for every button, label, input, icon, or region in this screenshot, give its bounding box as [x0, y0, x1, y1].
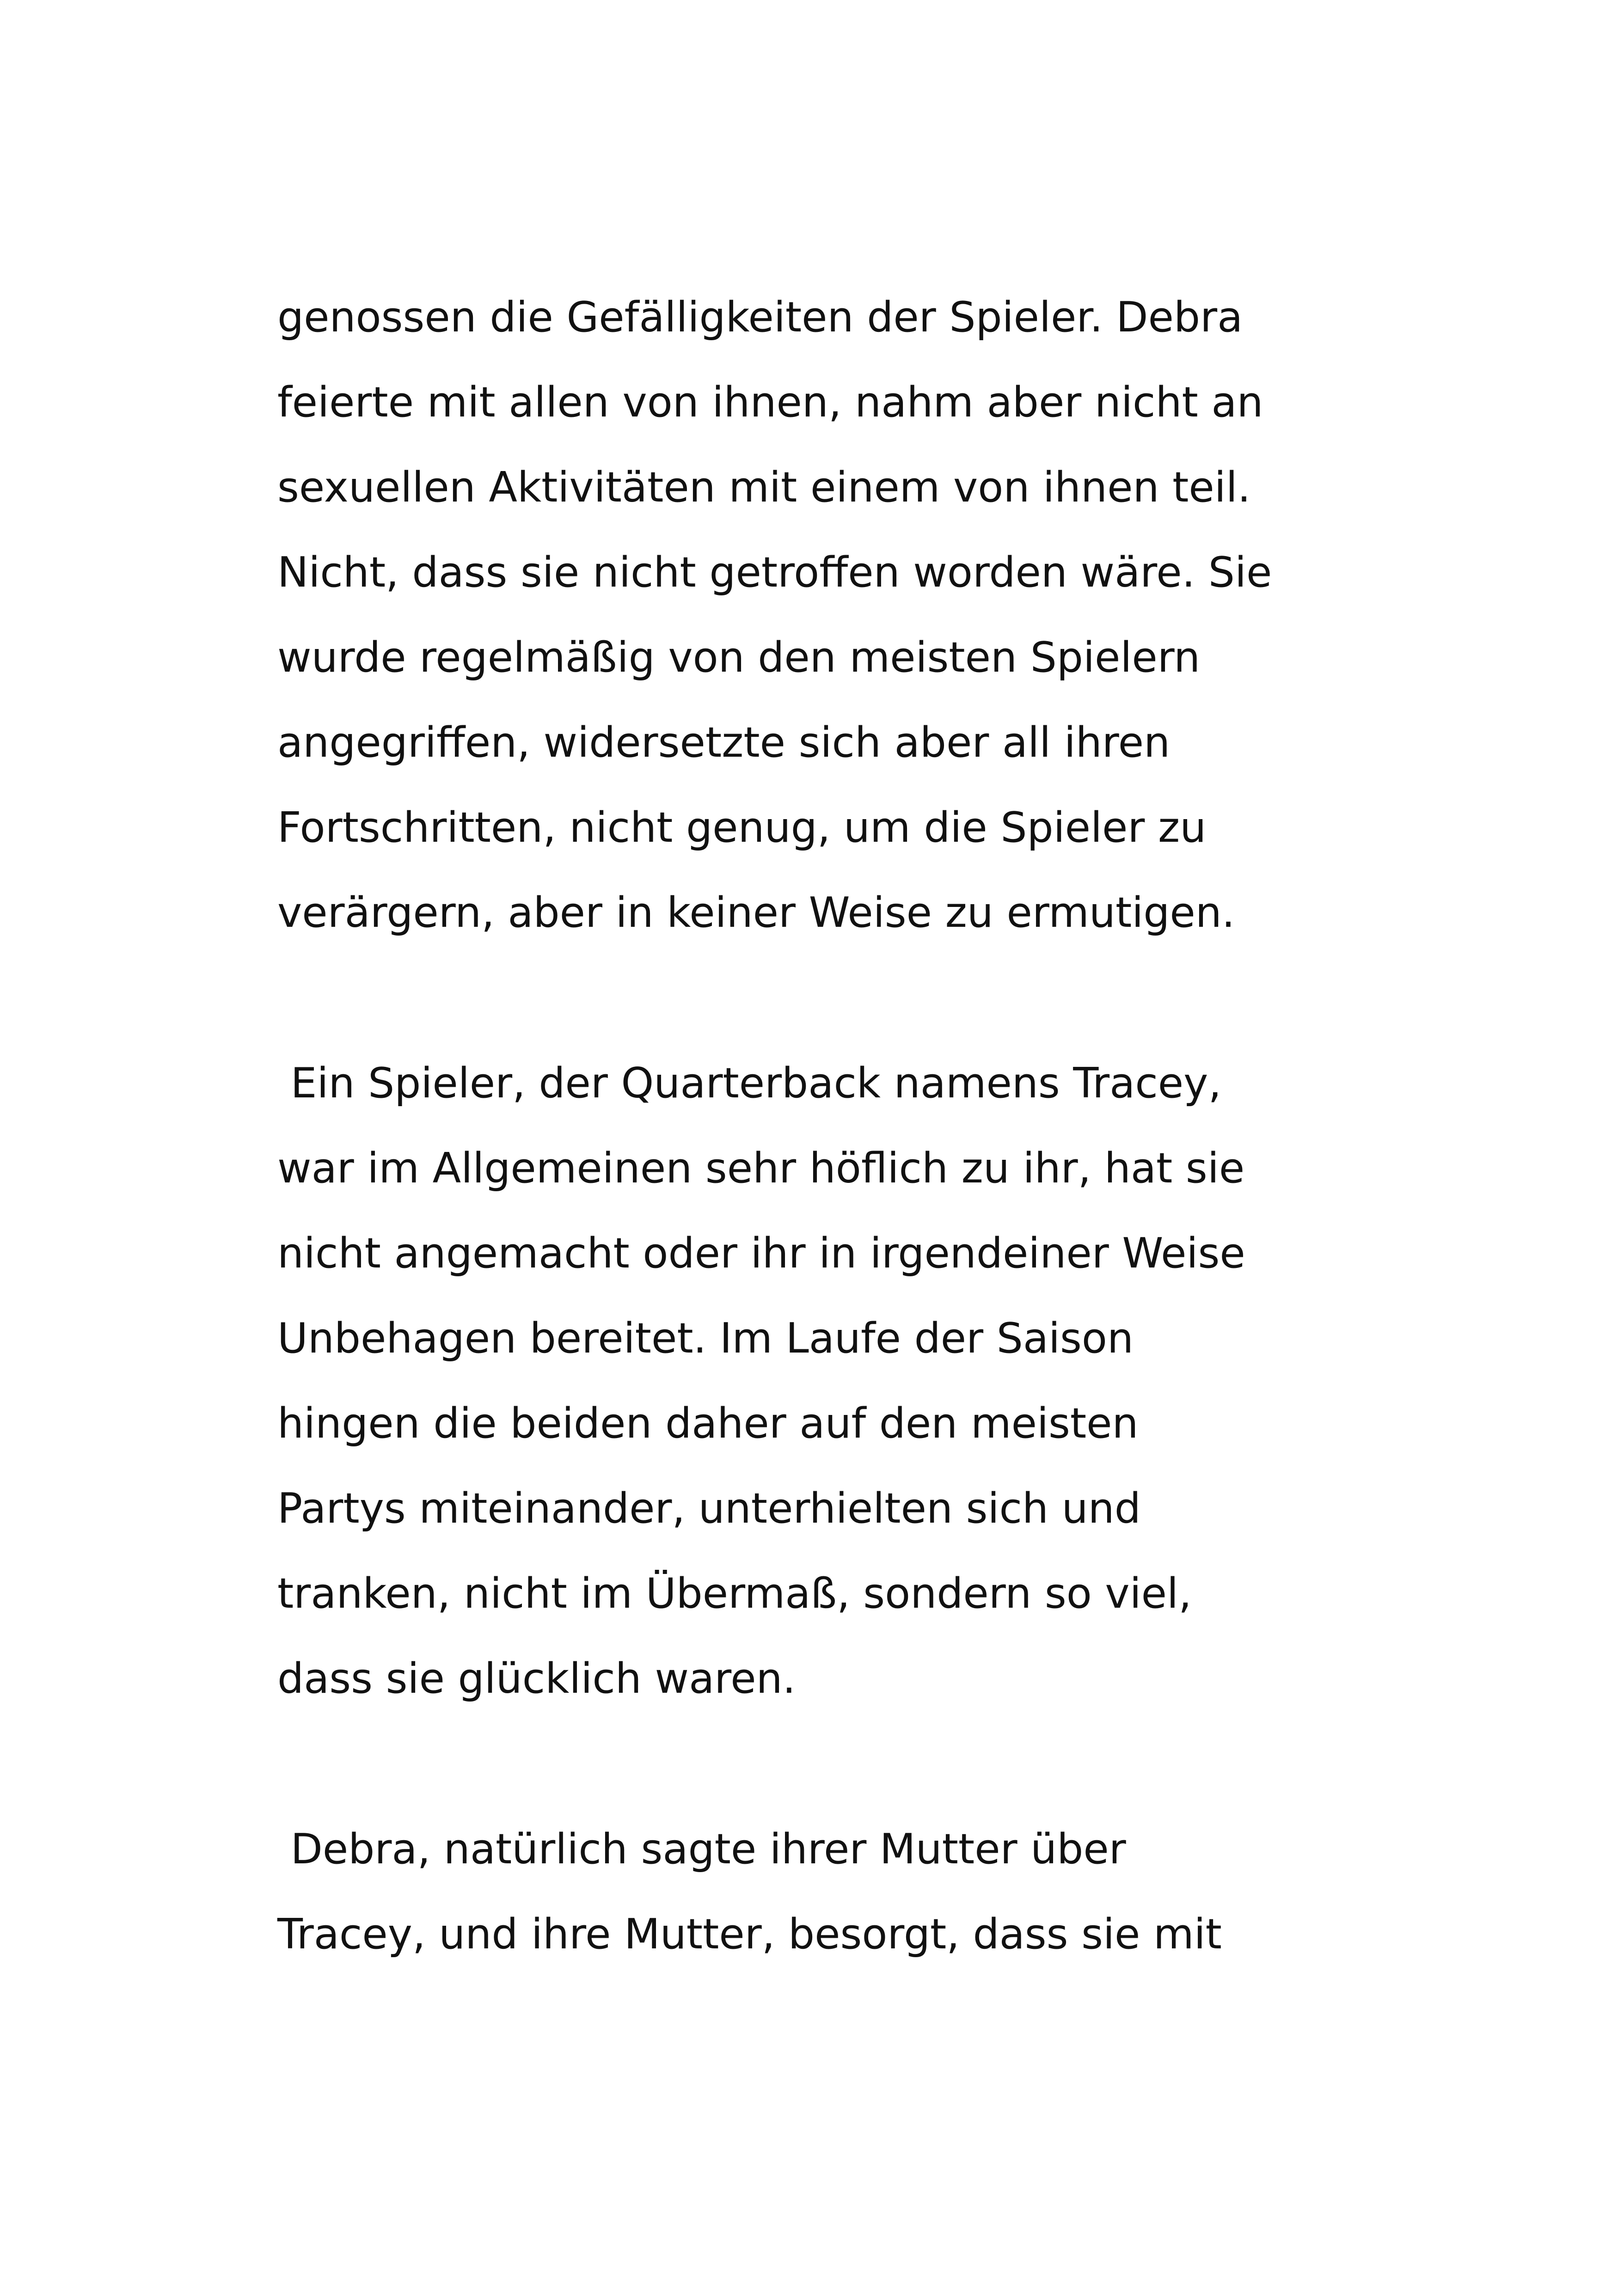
text-line: dass sie glücklich waren. [277, 1654, 796, 1703]
paragraph-2 [277, 1041, 1387, 1721]
paragraph-3 [277, 1807, 1387, 1977]
text-line: genossen die Gefälligkeiten der Spieler. Debra [277, 293, 1243, 342]
text-line: Debra, natürlich sagte ihrer Mutter über [277, 1825, 1126, 1874]
paragraph-1 [277, 275, 1387, 955]
text-line: tranken, nicht im Übermaß, sondern so viel, [277, 1569, 1192, 1618]
text-line: hingen die beiden daher auf den meisten [277, 1399, 1139, 1448]
text-line: verärgern, aber in keiner Weise zu ermutigen. [277, 888, 1235, 937]
text-line: Fortschritten, nicht genug, um die Spieler zu [277, 803, 1207, 852]
text-line: Ein Spieler, der Quarterback namens Tracey, [277, 1059, 1222, 1108]
text-line: Nicht, dass sie nicht getroffen worden wäre. Sie [277, 548, 1272, 597]
text-line: wurde regelmäßig von den meisten Spielern [277, 633, 1201, 682]
paragraph-spacer [277, 955, 1387, 1041]
text-line: sexuellen Aktivitäten mit einem von ihnen teil. [277, 463, 1251, 512]
text-line: nicht angemacht oder ihr in irgendeiner Weise [277, 1229, 1245, 1278]
text-line: war im Allgemeinen sehr höflich zu ihr, hat sie [277, 1144, 1245, 1193]
paragraph-spacer [277, 1721, 1387, 1807]
text-line: angegriffen, widersetzte sich aber all ihren [277, 718, 1171, 767]
body-text [277, 275, 1387, 1977]
text-line: Partys miteinander, unterhielten sich und [277, 1484, 1141, 1533]
text-line: Unbehagen bereitet. Im Laufe der Saison [277, 1314, 1134, 1363]
text-line: Tracey, und ihre Mutter, besorgt, dass sie mit [277, 1910, 1222, 1959]
text-line: feierte mit allen von ihnen, nahm aber nicht an [277, 378, 1263, 427]
